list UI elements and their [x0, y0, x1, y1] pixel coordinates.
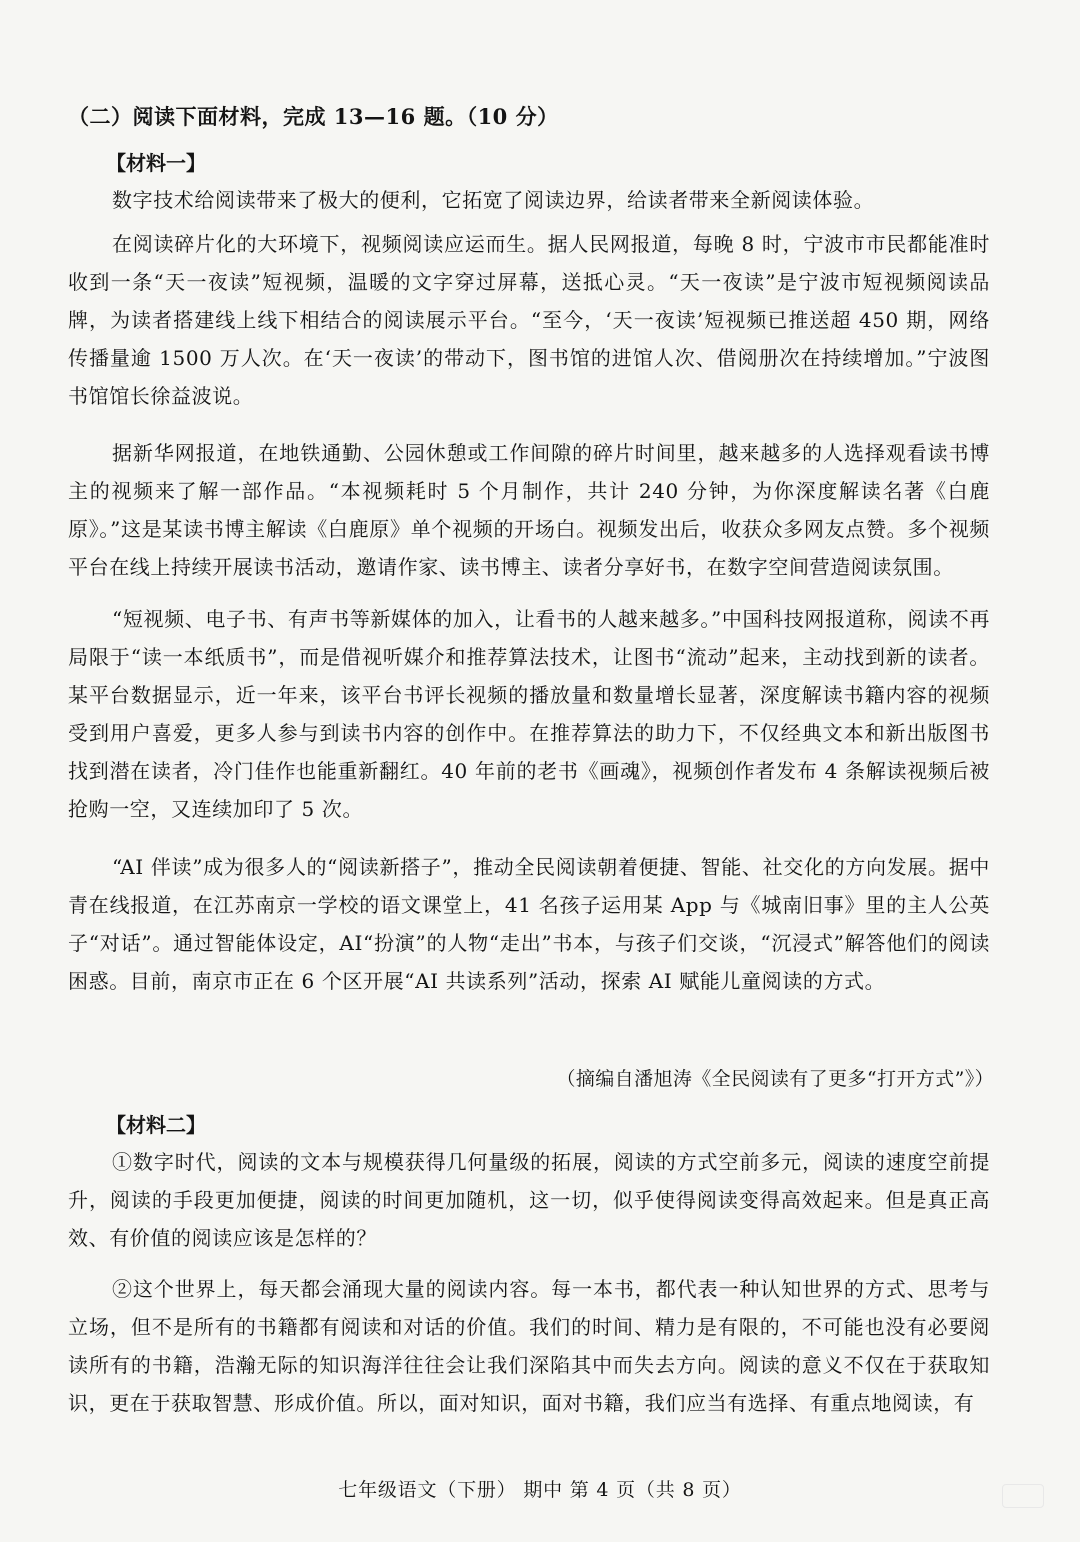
material-two-label: 【材料二】 — [106, 1113, 206, 1137]
section-title: （二）阅读下面材料，完成 13—16 题。（10 分） — [68, 104, 559, 129]
material-two-paragraph: ①数字时代，阅读的文本与规模获得几何量级的拓展，阅读的方式空前多元，阅读的速度空前提升，阅读的手段更加便捷，阅读的时间更加随机，这一切，似乎使得阅读变得高效起来。但是真正高效、有价值的阅读应该是怎样的？ — [68, 1150, 990, 1250]
material-one-paragraph: 据新华网报道，在地铁通勤、公园休憩或工作间隙的碎片时间里，越来越多的人选择观看读书博主的视频来了解一部作品。“本视频耗时 5 个月制作，共计 240 分钟，为你深度解读名著《白鹿原》。”这是某读书博主解读《白鹿原》单个视频的开场白。视频发出后，收获众多网友点赞。多个视频平台在线上持续开展读书活动，邀请作家、读书博主、读者分享好书，在数字空间营造阅读氛围。 — [68, 441, 990, 579]
watermark-logo — [1002, 1484, 1044, 1508]
material-one-paragraph: “AI 伴读”成为很多人的“阅读新搭子”，推动全民阅读朝着便捷、智能、社交化的方向发展。据中青在线报道，在江苏南京一学校的语文课堂上，41 名孩子运用某 App 与《城南旧事》里的主人公英子“对话”。通过智能体设定，AI“扮演”的人物“走出”书本，与孩子们交谈，“沉浸式”解答他们的阅读困惑。目前，南京市正在 6 个区开展“AI 共读系列”活动，探索 AI 赋能儿童阅读的方式。 — [68, 855, 990, 993]
page-footer: 七年级语文（下册） 期中 第 4 页（共 8 页） — [338, 1479, 742, 1501]
material-one-label: 【材料一】 — [106, 151, 206, 175]
material-one-paragraph: “短视频、电子书、有声书等新媒体的加入，让看书的人越来越多。”中国科技网报道称，阅读不再局限于“读一本纸质书”，而是借视听媒介和推荐算法技术，让图书“流动”起来，主动找到新的读者。某平台数据显示，近一年来，该平台书评长视频的播放量和数量增长显著，深度解读书籍内容的视频受到用户喜爱，更多人参与到读书内容的创作中。在推荐算法的助力下，不仅经典文本和新出版图书找到潜在读者，冷门佳作也能重新翻红。40 年前的老书《画魂》，视频创作者发布 4 条解读视频后被抢购一空，又连续加印了 5 次。 — [68, 607, 990, 821]
material-one-source: （摘编自潘旭涛《全民阅读有了更多“打开方式”》） — [556, 1068, 994, 1090]
material-two-paragraph: ②这个世界上，每天都会涌现大量的阅读内容。每一本书，都代表一种认知世界的方式、思考与立场，但不是所有的书籍都有阅读和对话的价值。我们的时间、精力是有限的，不可能也没有必要阅读所有的书籍，浩瀚无际的知识海洋往往会让我们深陷其中而失去方向。阅读的意义不仅在于获取知识，更在于获取智慧、形成价值。所以，面对知识，面对书籍，我们应当有选择、有重点地阅读，有 — [68, 1277, 990, 1415]
material-one-paragraph: 在阅读碎片化的大环境下，视频阅读应运而生。据人民网报道，每晚 8 时，宁波市市民都能准时收到一条“天一夜读”短视频，温暖的文字穿过屏幕，送抵心灵。“天一夜读”是宁波市短视频阅读品牌，为读者搭建线上线下相结合的阅读展示平台。“至今，‘天一夜读’短视频已推送超 450 期，网络传播量逾 1500 万人次。在‘天一夜读’的带动下，图书馆的进馆人次、借阅册次在持续增加。”宁波图书馆馆长徐益波说。 — [68, 232, 990, 408]
material-one-paragraph: 数字技术给阅读带来了极大的便利，它拓宽了阅读边界，给读者带来全新阅读体验。 — [112, 188, 875, 212]
